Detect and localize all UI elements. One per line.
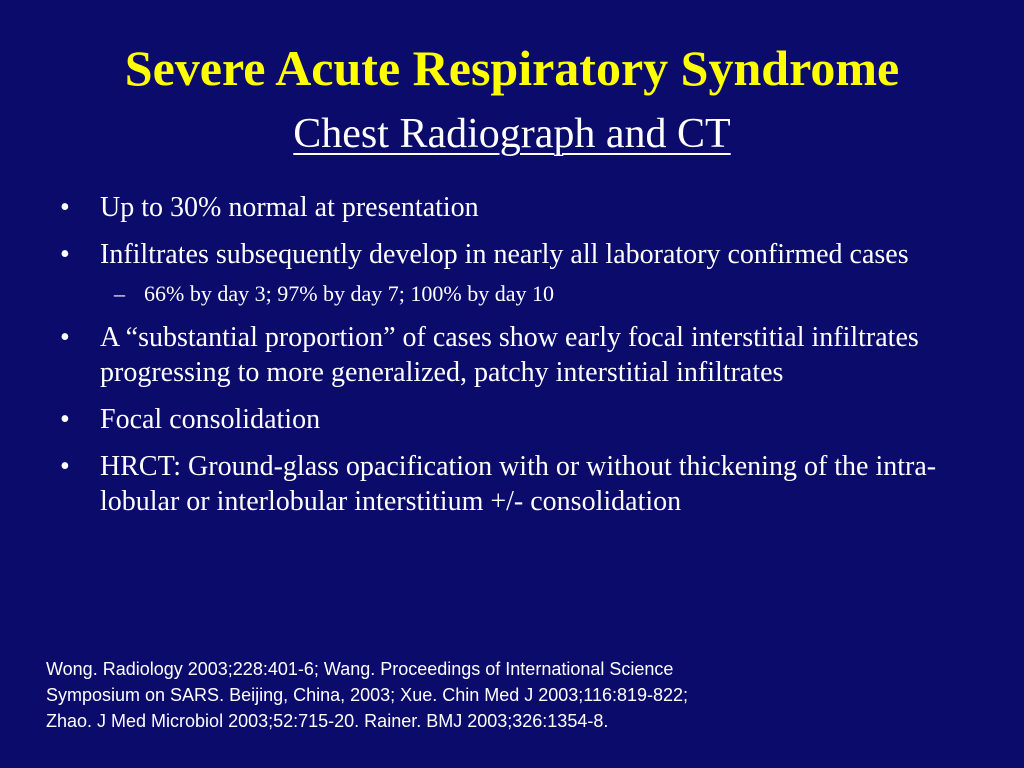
bullet-list bbox=[56, 190, 986, 531]
sub-bullet-text: 66% by day 3; 97% by day 7; 100% by day 10 bbox=[144, 281, 554, 306]
slide-title: Severe Acute Respiratory Syndrome bbox=[124, 40, 900, 96]
bullet-marker: • bbox=[60, 451, 70, 482]
reference-line: Wong. Radiology 2003;228:401-6; Wang. Proceedings of International Science bbox=[46, 659, 674, 679]
bullet-item bbox=[56, 237, 986, 272]
bullet-text: Up to 30% normal at presentation bbox=[100, 192, 479, 223]
bullet-item bbox=[56, 402, 986, 437]
bullet-item bbox=[56, 449, 986, 519]
reference-line: Zhao. J Med Microbiol 2003;52:715-20. Rainer. BMJ 2003;326:1354-8. bbox=[46, 711, 609, 731]
subtitle-text: Chest Radiograph and CT bbox=[293, 111, 731, 157]
bullet-marker: • bbox=[60, 192, 70, 223]
bullet-item bbox=[56, 320, 986, 390]
bullet-marker: • bbox=[60, 404, 70, 435]
reference-line: Symposium on SARS. Beijing, China, 2003; Xue. Chin Med J 2003;116:819-822; bbox=[46, 685, 689, 705]
sub-bullet-item bbox=[56, 280, 986, 308]
bullet-marker: • bbox=[60, 239, 70, 270]
bullet-text: Infiltrates subsequently develop in nearly all laboratory confirmed cases bbox=[100, 239, 909, 270]
slide-subtitle bbox=[0, 108, 1024, 160]
bullet-text: HRCT: Ground-glass opacification with or without thickening of the intra-lobular or interlobular interstitium +/- consolidation bbox=[100, 451, 937, 517]
bullet-marker: • bbox=[60, 322, 70, 353]
sub-bullet-marker: – bbox=[114, 281, 125, 306]
references bbox=[46, 656, 986, 734]
bullet-text: Focal consolidation bbox=[100, 404, 321, 435]
bullet-text: A “substantial proportion” of cases show early focal interstitial infiltrates progressing to more generalized, patchy interstitial infiltrates bbox=[100, 322, 919, 388]
bullet-item bbox=[56, 190, 986, 225]
